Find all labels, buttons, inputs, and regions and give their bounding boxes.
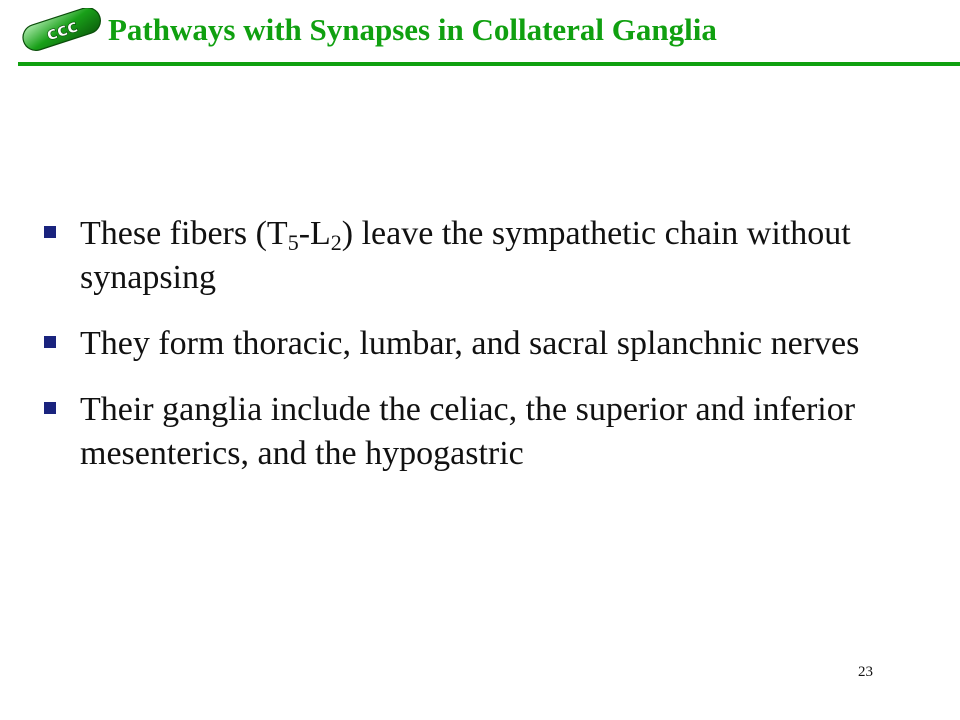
bullet-item [44,322,924,366]
ccc-logo [16,8,108,52]
square-bullet-icon [44,336,56,348]
slide-title: Pathways with Synapses in Collateral Ganglia [108,12,717,47]
bullet-text-mid: -L [298,215,331,252]
title-rule [18,62,960,66]
bullet-text: They form thoracic, lumbar, and sacral splanchnic nerves [80,325,860,362]
bullet-item [44,212,924,300]
page-number: 23 [858,664,873,680]
bullet-text-post: ) leave the sympathetic chain without synapsing [80,215,851,296]
square-bullet-icon [44,402,56,414]
bullet-item [44,388,924,476]
square-bullet-icon [44,226,56,238]
subscript: 2 [330,230,342,255]
bullet-list [44,212,924,498]
subscript: 5 [287,230,299,255]
bullet-text: Their ganglia include the celiac, the superior and inferior mesenterics, and the hypogastric [80,391,856,472]
bullet-text-pre: These fibers (T [80,215,288,252]
logo-text: ccc [43,15,81,46]
